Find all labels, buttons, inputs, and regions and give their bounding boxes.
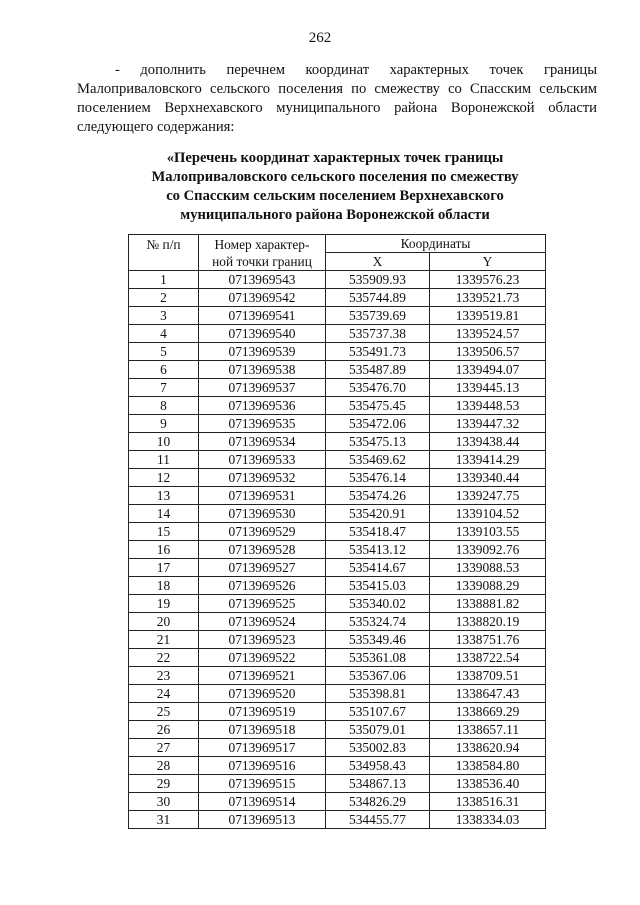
cell-point-number: 0713969529 — [199, 523, 326, 541]
cell-point-number: 0713969516 — [199, 757, 326, 775]
cell-y: 1339104.52 — [430, 505, 546, 523]
table-row — [129, 739, 546, 757]
cell-x: 535472.06 — [326, 415, 430, 433]
header-point-line: Номер характер- — [214, 236, 310, 252]
cell-row-number: 29 — [129, 775, 199, 793]
cell-row-number: 27 — [129, 739, 199, 757]
cell-point-number: 0713969530 — [199, 505, 326, 523]
cell-point-number: 0713969518 — [199, 721, 326, 739]
cell-x: 535475.45 — [326, 397, 430, 415]
cell-y: 1338536.40 — [430, 775, 546, 793]
cell-x: 534455.77 — [326, 811, 430, 829]
cell-point-number: 0713969531 — [199, 487, 326, 505]
table-row — [129, 433, 546, 451]
list-title-line: «Перечень координат характерных точек границы — [166, 150, 504, 166]
cell-row-number: 28 — [129, 757, 199, 775]
table-row — [129, 757, 546, 775]
cell-y: 1339247.75 — [430, 487, 546, 505]
cell-x: 534958.43 — [326, 757, 430, 775]
cell-row-number: 24 — [129, 685, 199, 703]
cell-y: 1339521.73 — [430, 289, 546, 307]
table-row — [129, 397, 546, 415]
intro-paragraph: - дополнить перечнем координат характерных точек границы Малоприваловского сельского поселения по смежеству со Спасским сельским поселением Верхнехавского муниципального района Воронежской области следующего содержания: — [77, 62, 597, 135]
cell-x: 535475.13 — [326, 433, 430, 451]
cell-row-number: 22 — [129, 649, 199, 667]
cell-x: 534867.13 — [326, 775, 430, 793]
table-row — [129, 505, 546, 523]
cell-y: 1339438.44 — [430, 433, 546, 451]
cell-x: 535737.38 — [326, 325, 430, 343]
table-row — [129, 685, 546, 703]
header-coordinates: Координаты — [326, 235, 546, 253]
cell-row-number: 18 — [129, 577, 199, 595]
cell-y: 1338334.03 — [430, 811, 546, 829]
table-row — [129, 307, 546, 325]
table-row — [129, 523, 546, 541]
cell-y: 1339519.81 — [430, 307, 546, 325]
table-row — [129, 325, 546, 343]
cell-point-number: 0713969523 — [199, 631, 326, 649]
cell-y: 1339524.57 — [430, 325, 546, 343]
cell-row-number: 9 — [129, 415, 199, 433]
cell-point-number: 0713969539 — [199, 343, 326, 361]
table-row — [129, 469, 546, 487]
cell-point-number: 0713969534 — [199, 433, 326, 451]
cell-row-number: 23 — [129, 667, 199, 685]
table-row — [129, 271, 546, 289]
table-row — [129, 631, 546, 649]
list-title — [100, 149, 570, 225]
cell-x: 535002.83 — [326, 739, 430, 757]
cell-point-number: 0713969535 — [199, 415, 326, 433]
cell-row-number: 14 — [129, 505, 199, 523]
cell-y: 1339092.76 — [430, 541, 546, 559]
cell-y: 1339494.07 — [430, 361, 546, 379]
cell-row-number: 6 — [129, 361, 199, 379]
cell-x: 535398.81 — [326, 685, 430, 703]
cell-x: 535413.12 — [326, 541, 430, 559]
table-row — [129, 721, 546, 739]
cell-y: 1338820.19 — [430, 613, 546, 631]
cell-point-number: 0713969526 — [199, 577, 326, 595]
cell-y: 1338516.31 — [430, 793, 546, 811]
table-row — [129, 649, 546, 667]
cell-x: 535487.89 — [326, 361, 430, 379]
cell-y: 1339448.53 — [430, 397, 546, 415]
cell-point-number: 0713969513 — [199, 811, 326, 829]
cell-row-number: 21 — [129, 631, 199, 649]
table-row — [129, 811, 546, 829]
header-x: X — [326, 253, 430, 271]
cell-x: 535420.91 — [326, 505, 430, 523]
table-row — [129, 595, 546, 613]
cell-x: 535909.93 — [326, 271, 430, 289]
cell-point-number: 0713969517 — [199, 739, 326, 757]
header-y: Y — [430, 253, 546, 271]
cell-point-number: 0713969525 — [199, 595, 326, 613]
cell-y: 1339340.44 — [430, 469, 546, 487]
cell-x: 535415.03 — [326, 577, 430, 595]
cell-row-number: 20 — [129, 613, 199, 631]
cell-y: 1338584.80 — [430, 757, 546, 775]
cell-x: 535469.62 — [326, 451, 430, 469]
cell-x: 535367.06 — [326, 667, 430, 685]
cell-x: 535476.14 — [326, 469, 430, 487]
cell-x: 535324.74 — [326, 613, 430, 631]
cell-y: 1339088.29 — [430, 577, 546, 595]
table-row — [129, 775, 546, 793]
cell-row-number: 17 — [129, 559, 199, 577]
cell-y: 1339103.55 — [430, 523, 546, 541]
cell-row-number: 26 — [129, 721, 199, 739]
table-row — [129, 559, 546, 577]
cell-y: 1339576.23 — [430, 271, 546, 289]
cell-point-number: 0713969522 — [199, 649, 326, 667]
cell-point-number: 0713969537 — [199, 379, 326, 397]
cell-point-number: 0713969514 — [199, 793, 326, 811]
cell-row-number: 8 — [129, 397, 199, 415]
cell-x: 535474.26 — [326, 487, 430, 505]
table-row — [129, 613, 546, 631]
table-row — [129, 541, 546, 559]
header-point-line: ной точки границ — [212, 253, 312, 269]
cell-x: 535476.70 — [326, 379, 430, 397]
cell-x: 535739.69 — [326, 307, 430, 325]
cell-row-number: 4 — [129, 325, 199, 343]
list-title-line: Малоприваловского сельского поселения по смежеству — [151, 169, 519, 185]
table-row — [129, 793, 546, 811]
cell-row-number: 15 — [129, 523, 199, 541]
cell-point-number: 0713969515 — [199, 775, 326, 793]
cell-point-number: 0713969536 — [199, 397, 326, 415]
cell-point-number: 0713969528 — [199, 541, 326, 559]
cell-x: 535418.47 — [326, 523, 430, 541]
cell-row-number: 16 — [129, 541, 199, 559]
coordinates-table — [128, 234, 546, 829]
cell-point-number: 0713969543 — [199, 271, 326, 289]
cell-point-number: 0713969533 — [199, 451, 326, 469]
table-row — [129, 703, 546, 721]
cell-row-number: 7 — [129, 379, 199, 397]
cell-y: 1338709.51 — [430, 667, 546, 685]
cell-x: 535414.67 — [326, 559, 430, 577]
cell-point-number: 0713969538 — [199, 361, 326, 379]
cell-row-number: 5 — [129, 343, 199, 361]
cell-point-number: 0713969519 — [199, 703, 326, 721]
cell-x: 535491.73 — [326, 343, 430, 361]
cell-x: 535361.08 — [326, 649, 430, 667]
cell-x: 535079.01 — [326, 721, 430, 739]
table-body — [129, 271, 546, 829]
cell-y: 1339445.13 — [430, 379, 546, 397]
cell-x: 535744.89 — [326, 289, 430, 307]
cell-x: 534826.29 — [326, 793, 430, 811]
cell-row-number: 19 — [129, 595, 199, 613]
cell-point-number: 0713969521 — [199, 667, 326, 685]
table-row — [129, 415, 546, 433]
cell-row-number: 11 — [129, 451, 199, 469]
cell-x: 535107.67 — [326, 703, 430, 721]
table-row — [129, 577, 546, 595]
table-row — [129, 451, 546, 469]
cell-row-number: 30 — [129, 793, 199, 811]
cell-y: 1339506.57 — [430, 343, 546, 361]
cell-y: 1338620.94 — [430, 739, 546, 757]
cell-y: 1338669.29 — [430, 703, 546, 721]
cell-point-number: 0713969524 — [199, 613, 326, 631]
cell-y: 1338657.11 — [430, 721, 546, 739]
page-number: 262 — [308, 30, 332, 46]
cell-row-number: 12 — [129, 469, 199, 487]
cell-point-number: 0713969532 — [199, 469, 326, 487]
cell-y: 1339447.32 — [430, 415, 546, 433]
list-title-line: со Спасским сельским поселением Верхнехавского — [166, 188, 504, 204]
table-row — [129, 379, 546, 397]
cell-row-number: 25 — [129, 703, 199, 721]
table-row — [129, 289, 546, 307]
cell-row-number: 3 — [129, 307, 199, 325]
cell-y: 1338647.43 — [430, 685, 546, 703]
cell-row-number: 13 — [129, 487, 199, 505]
header-point-number — [199, 235, 326, 271]
cell-y: 1338751.76 — [430, 631, 546, 649]
cell-row-number: 31 — [129, 811, 199, 829]
cell-point-number: 0713969542 — [199, 289, 326, 307]
cell-y: 1339088.53 — [430, 559, 546, 577]
cell-point-number: 0713969520 — [199, 685, 326, 703]
list-title-line: муниципального района Воронежской области — [180, 207, 490, 223]
table-row — [129, 361, 546, 379]
table-row — [129, 343, 546, 361]
cell-row-number: 1 — [129, 271, 199, 289]
cell-row-number: 10 — [129, 433, 199, 451]
cell-y: 1338722.54 — [430, 649, 546, 667]
cell-y: 1338881.82 — [430, 595, 546, 613]
cell-y: 1339414.29 — [430, 451, 546, 469]
table-row — [129, 487, 546, 505]
table-row — [129, 667, 546, 685]
cell-x: 535340.02 — [326, 595, 430, 613]
cell-point-number: 0713969527 — [199, 559, 326, 577]
cell-point-number: 0713969540 — [199, 325, 326, 343]
cell-x: 535349.46 — [326, 631, 430, 649]
cell-row-number: 2 — [129, 289, 199, 307]
header-row-number: № п/п — [129, 235, 199, 271]
cell-point-number: 0713969541 — [199, 307, 326, 325]
